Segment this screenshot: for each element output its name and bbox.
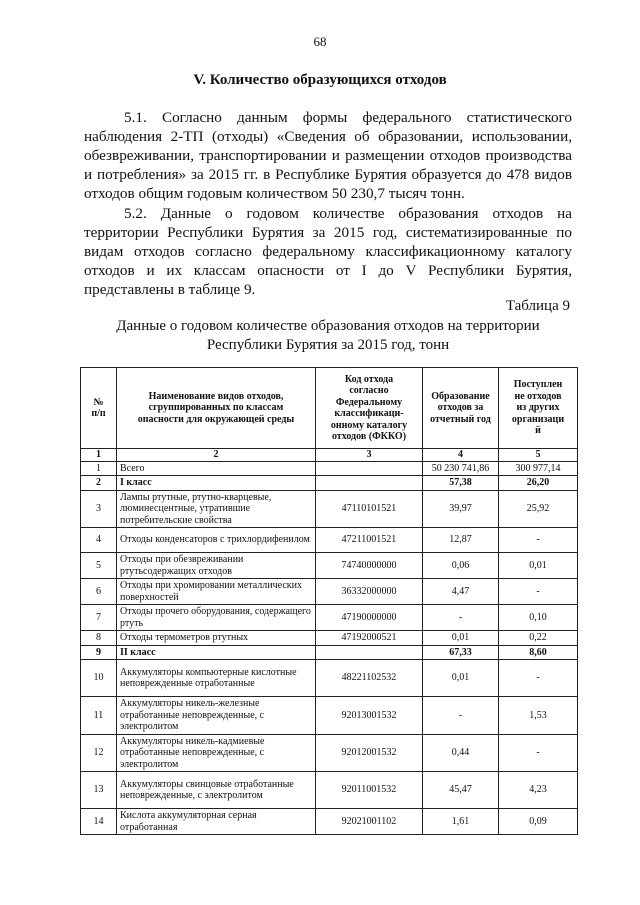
header-code: Код отхода согласно Федеральному классификаци- онному каталогу отходов (ФККО) [316,368,423,449]
row-fkko-code [316,461,423,476]
row-number: 10 [81,660,117,697]
row-formed-amount: 50 230 741,86 [423,461,499,476]
row-received-amount: 0,01 [499,553,578,579]
header-name: Наименование видов отходов, сгруппированных по классам опасности для окружающей среды [117,368,316,449]
table-row [81,528,578,553]
row-received-amount: - [499,734,578,772]
table-row [81,734,578,772]
row-fkko-code [316,645,423,660]
row-waste-name: Отходы термометров ртутных [117,631,316,646]
paragraph-5-2: 5.2. Данные о годовом количестве образования отходов на территории Республики Бурятия за 2015 год, систематизированные по видам отходов согласно федеральному классификационному каталогу отходов и их классам опасности от I до V Республики Бурятия, представлены в таблице 9. [84,205,572,298]
table-row [81,553,578,579]
column-number-row [81,449,578,462]
row-formed-amount: 0,06 [423,553,499,579]
row-formed-amount: 67,33 [423,645,499,660]
waste-table [80,367,578,835]
row-formed-amount: 0,44 [423,734,499,772]
table-row [81,605,578,631]
table-row [81,809,578,835]
row-number: 4 [81,528,117,553]
table-row [81,579,578,605]
row-waste-name: Аккумуляторы компьютерные кислотные неповрежденные отработанные [117,660,316,697]
row-waste-name: II класс [117,645,316,660]
row-number: 2 [81,476,117,491]
row-waste-name: Аккумуляторы свинцовые отработанные неповрежденные, с электролитом [117,772,316,809]
row-fkko-code: 47190000000 [316,605,423,631]
row-formed-amount: 39,97 [423,490,499,528]
row-waste-name: Отходы прочего оборудования, содержащего ртуть [117,605,316,631]
row-received-amount: 26,20 [499,476,578,491]
column-number: 1 [81,449,117,462]
table-caption [84,317,572,355]
row-received-amount: 0,09 [499,809,578,835]
row-fkko-code: 92013001532 [316,697,423,735]
row-number: 1 [81,461,117,476]
header-formed: Образование отходов за отчетный год [423,368,499,449]
paragraph-5-1: 5.1. Согласно данным формы федерального статистического наблюдения 2-ТП (отходы) «Сведения об образовании, использовании, обезвреживании, транспортировании и размещении отходов производства и потребления» за 2015 гг. в Республике Бурятия образуется до 478 видов отходов общим годовым количеством 50 230,7 тысяч тонн. [84,109,572,202]
row-formed-amount: 57,38 [423,476,499,491]
table-row [81,461,578,476]
row-formed-amount: 45,47 [423,772,499,809]
row-number: 13 [81,772,117,809]
row-formed-amount: 1,61 [423,809,499,835]
row-received-amount: 0,22 [499,631,578,646]
row-number: 5 [81,553,117,579]
row-fkko-code: 47211001521 [316,528,423,553]
table-label: Таблица 9 [505,298,570,314]
row-received-amount: - [499,579,578,605]
table-body [81,461,578,835]
row-number: 11 [81,697,117,735]
row-received-amount: 25,92 [499,490,578,528]
table-caption-line: Данные о годовом количестве образования отходов на территории [116,318,540,334]
row-waste-name: Отходы при обезвреживании ртутьсодержащих отходов [117,553,316,579]
table-row [81,772,578,809]
row-number: 3 [81,490,117,528]
header-received: Поступлен не отходов из других организаци й [499,368,578,449]
row-waste-name: Аккумуляторы никель-железные отработанные неповрежденные, с электролитом [117,697,316,735]
column-number: 3 [316,449,423,462]
row-formed-amount: - [423,605,499,631]
row-waste-name: Аккумуляторы никель-кадмиевые отработанные неповрежденные, с электролитом [117,734,316,772]
row-waste-name: Отходы конденсаторов с трихлордифенилом [117,528,316,553]
table-row [81,645,578,660]
row-received-amount: 4,23 [499,772,578,809]
row-fkko-code: 92012001532 [316,734,423,772]
row-received-amount: 0,10 [499,605,578,631]
table-row [81,476,578,491]
row-fkko-code: 92011001532 [316,772,423,809]
row-formed-amount: - [423,697,499,735]
row-fkko-code: 74740000000 [316,553,423,579]
row-received-amount: 300 977,14 [499,461,578,476]
row-formed-amount: 12,87 [423,528,499,553]
table-row [81,490,578,528]
row-received-amount: 1,53 [499,697,578,735]
row-number: 9 [81,645,117,660]
row-received-amount: 8,60 [499,645,578,660]
row-formed-amount: 4,47 [423,579,499,605]
row-formed-amount: 0,01 [423,631,499,646]
column-number: 2 [117,449,316,462]
table-row [81,697,578,735]
row-number: 8 [81,631,117,646]
row-number: 14 [81,809,117,835]
row-received-amount: - [499,528,578,553]
row-received-amount: - [499,660,578,697]
table-caption-line: Республики Бурятия за 2015 год, тонн [206,337,450,353]
row-waste-name: Кислота аккумуляторная серная отработанная [117,809,316,835]
table-row [81,631,578,646]
row-waste-name: I класс [117,476,316,491]
row-fkko-code: 36332000000 [316,579,423,605]
table-header-row [81,368,578,449]
row-number: 6 [81,579,117,605]
row-number: 7 [81,605,117,631]
row-waste-name: Отходы при хромировании металлических поверхностей [117,579,316,605]
header-num: № п/п [81,368,117,449]
row-waste-name: Всего [117,461,316,476]
row-number: 12 [81,734,117,772]
row-fkko-code: 47110101521 [316,490,423,528]
row-fkko-code: 92021001102 [316,809,423,835]
row-fkko-code: 47192000521 [316,631,423,646]
section-title: V. Количество образующихся отходов [193,72,447,88]
row-fkko-code: 48221102532 [316,660,423,697]
table-row [81,660,578,697]
column-number: 4 [423,449,499,462]
page-number: 68 [313,34,327,49]
row-fkko-code [316,476,423,491]
row-formed-amount: 0,01 [423,660,499,697]
row-waste-name: Лампы ртутные, ртутно-кварцевые, люминесцентные, утратившие потребительские свойства [117,490,316,528]
column-number: 5 [499,449,578,462]
